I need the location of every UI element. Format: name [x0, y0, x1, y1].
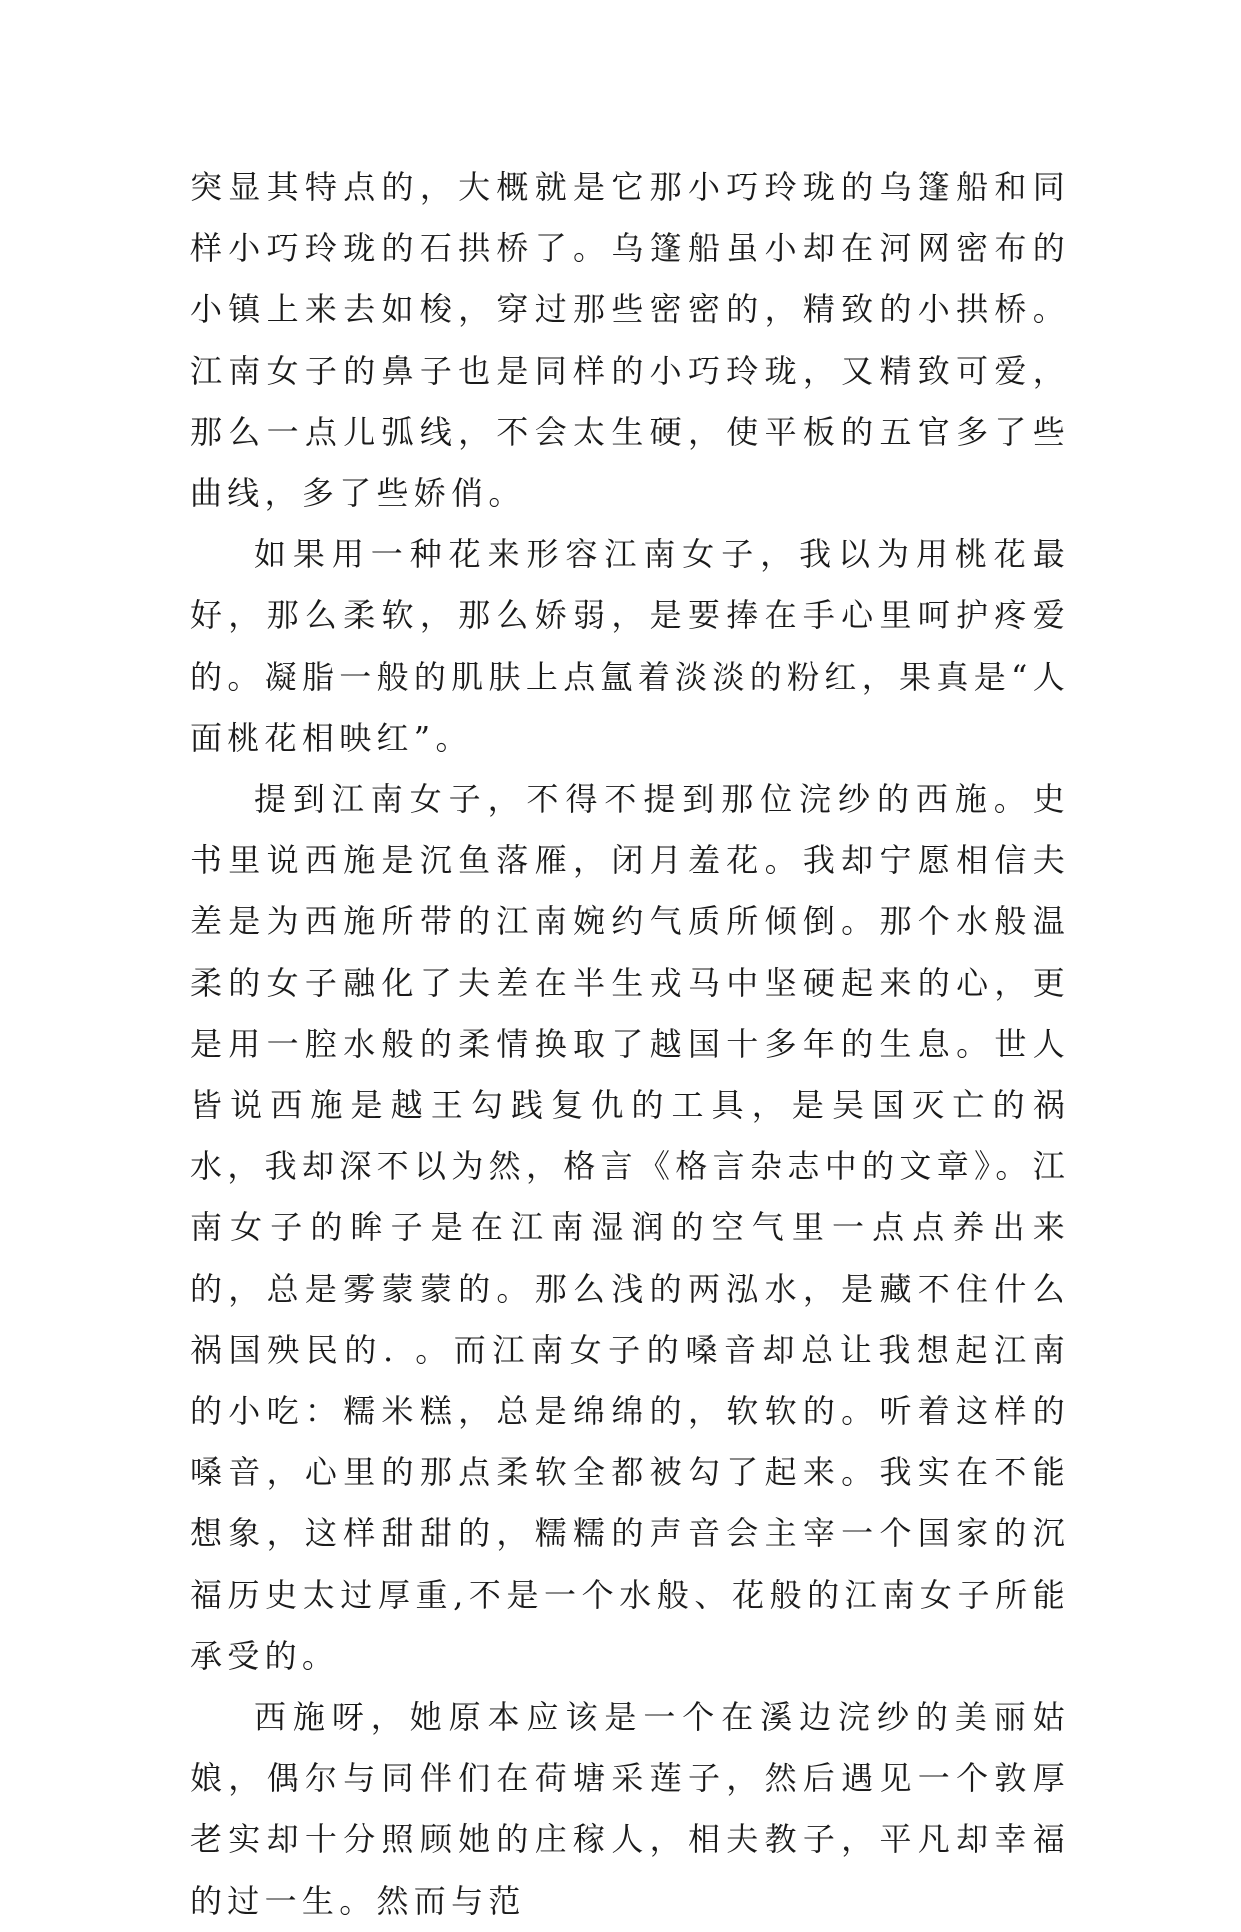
- article-body: [190, 157, 1070, 1932]
- paragraph-4: 西施呀，她原本应该是一个在溪边浣纱的美丽姑娘，偶尔与同伴们在荷塘采莲子，然后遇见一个敦厚老实却十分照顾她的庄稼人，相夫教子，平凡却幸福的过一生。然而与范: [190, 1698, 1070, 1920]
- paragraph-2: 如果用一种花来形容江南女子，我以为用桃花最好，那么柔软，那么娇弱，是要捧在手心里呵护疼爱的。凝脂一般的肌肤上点氲着淡淡的粉红，果真是“人面桃花相映红”。: [190, 535, 1070, 757]
- paragraph-3: 提到江南女子，不得不提到那位浣纱的西施。史书里说西施是沉鱼落雁，闭月羞花。我却宁愿相信夫差是为西施所带的江南婉约气质所倾倒。那个水般温柔的女子融化了夫差在半生戎马中坚硬起来的心，更是用一腔水般的柔情换取了越国十多年的生息。世人皆说西施是越王勾践复仇的工具，是吴国灭亡的祸水，我却深不以为然，格言《格言杂志中的文章》。江南女子的眸子是在江南湿润的空气里一点点养出来的，总是雾蒙蒙的。那么浅的两泓水，是藏不住什么祸国殃民的. 。而江南女子的嗓音却总让我想起江南的小吃：糯米糕，总是绵绵的，软软的。听着这样的嗓音，心里的那点柔软全都被勾了起来。我实在不能想象，这样甜甜的，糯糯的声音会主宰一个国家的沉福历史太过厚重,不是一个水般、花般的江南女子所能承受的。: [190, 780, 1070, 1675]
- paragraph-1: 突显其特点的，大概就是它那小巧玲珑的乌篷船和同样小巧玲珑的石拱桥了。乌篷船虽小却在河网密布的小镇上来去如梭，穿过那些密密的，精致的小拱桥。江南女子的鼻子也是同样的小巧玲珑，又精致可爱，那么一点儿弧线，不会太生硬，使平板的五官多了些曲线，多了些娇俏。: [190, 168, 1070, 513]
